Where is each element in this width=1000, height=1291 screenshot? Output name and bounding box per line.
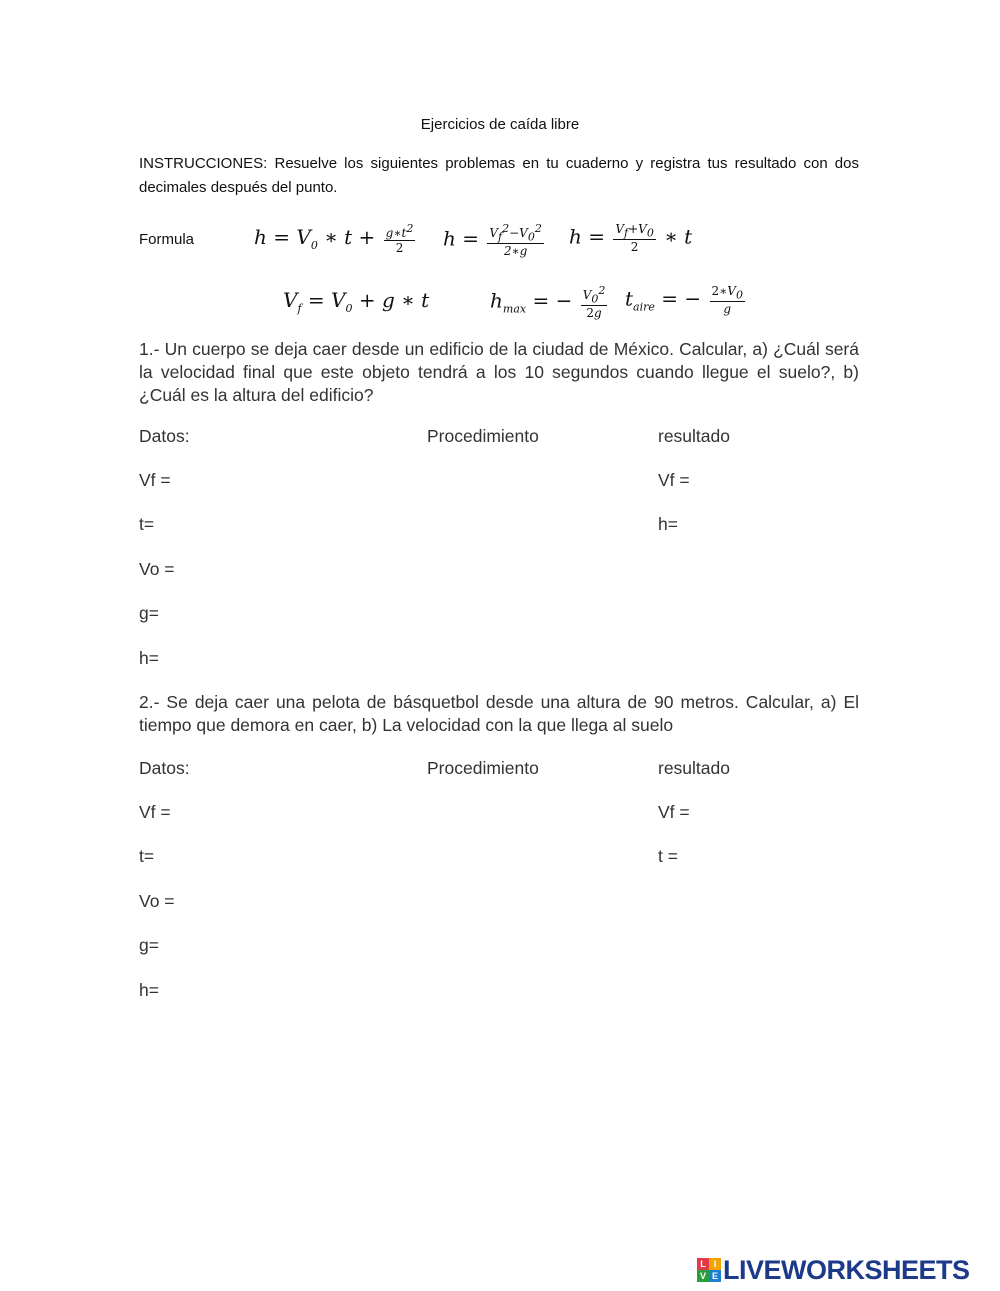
problem-2-datos-header: Datos:: [139, 758, 190, 778]
problem-2-text: 2.- Se deja caer una pelota de básquetbol desde una altura de 90 metros. Calcular, a) El tiempo que demora en caer, b) La velocidad con la que llega al suelo: [139, 692, 859, 735]
problem-1-dato-t: t=: [139, 514, 155, 534]
problem-1-dato-vf: Vf =: [139, 470, 171, 490]
problem-1-resultado-h: h=: [658, 514, 678, 534]
problem-1-resultado-header: resultado: [658, 426, 730, 446]
formula-4: $V_f = V_0 + g$ ∗ t: [283, 288, 430, 315]
badge-letter: L: [697, 1258, 709, 1270]
problem-2-resultado-t: t =: [658, 846, 678, 866]
badge-letter: I: [709, 1258, 721, 1270]
problem-1-dato-h: h=: [139, 648, 159, 668]
problem-2-dato-g: g=: [139, 935, 159, 955]
badge-letter: V: [697, 1270, 709, 1282]
instructions-text: INSTRUCCIONES: Resuelve los siguientes problemas en tu cuaderno y registra tus resultado con dos decimales después del punto.: [139, 155, 859, 196]
problem-1-dato-vo: Vo =: [139, 559, 175, 579]
formula-6: $t_{aire}$ = − $\frac{2∗V_0}{g}$: [625, 284, 743, 317]
badge-letter: E: [709, 1270, 721, 1282]
problem-1-resultado-vf: Vf =: [658, 470, 690, 490]
formula-1: $h = V_0$ ∗ t + $\frac{g∗t^2}{2}$: [254, 222, 414, 255]
problem-2-procedimiento-header: Procedimiento: [427, 758, 539, 778]
page-title: Ejercicios de caída libre: [420, 116, 580, 133]
problem-2-dato-vo: Vo =: [139, 891, 175, 911]
formula-label: Formula: [139, 231, 195, 248]
problem-2-dato-vf: Vf =: [139, 802, 171, 822]
problem-1-text: 1.- Un cuerpo se deja caer desde un edificio de la ciudad de México. Calcular, a) ¿Cuál será la velocidad final que este objeto tendrá a los 10 segundos cuando llegue el suelo?, b) ¿Cuál es la altura del edificio?: [139, 339, 859, 405]
liveworksheets-wordmark: LIVEWORKSHEETS: [723, 1254, 970, 1285]
formula-5: $h_{max}$ = − $\frac{V_0^2}{2g}$: [490, 284, 606, 321]
liveworksheets-badge-icon: [697, 1258, 721, 1282]
problem-1-datos-header: Datos:: [139, 426, 190, 446]
problem-2-resultado-header: resultado: [658, 758, 730, 778]
liveworksheets-logo[interactable]: [697, 1255, 970, 1285]
problem-2-resultado-vf: Vf =: [658, 802, 690, 822]
formula-3: h = $\frac{V_f+V_0}{2}$ ∗ t: [569, 222, 693, 255]
problem-2-dato-h: h=: [139, 980, 159, 1000]
problem-1-procedimiento-header: Procedimiento: [427, 426, 539, 446]
formula-2: h = $\frac{V_f^2-V_0^2}{2∗g}$: [443, 222, 542, 259]
problem-1-dato-g: g=: [139, 603, 159, 623]
problem-2-dato-t: t=: [139, 846, 155, 866]
